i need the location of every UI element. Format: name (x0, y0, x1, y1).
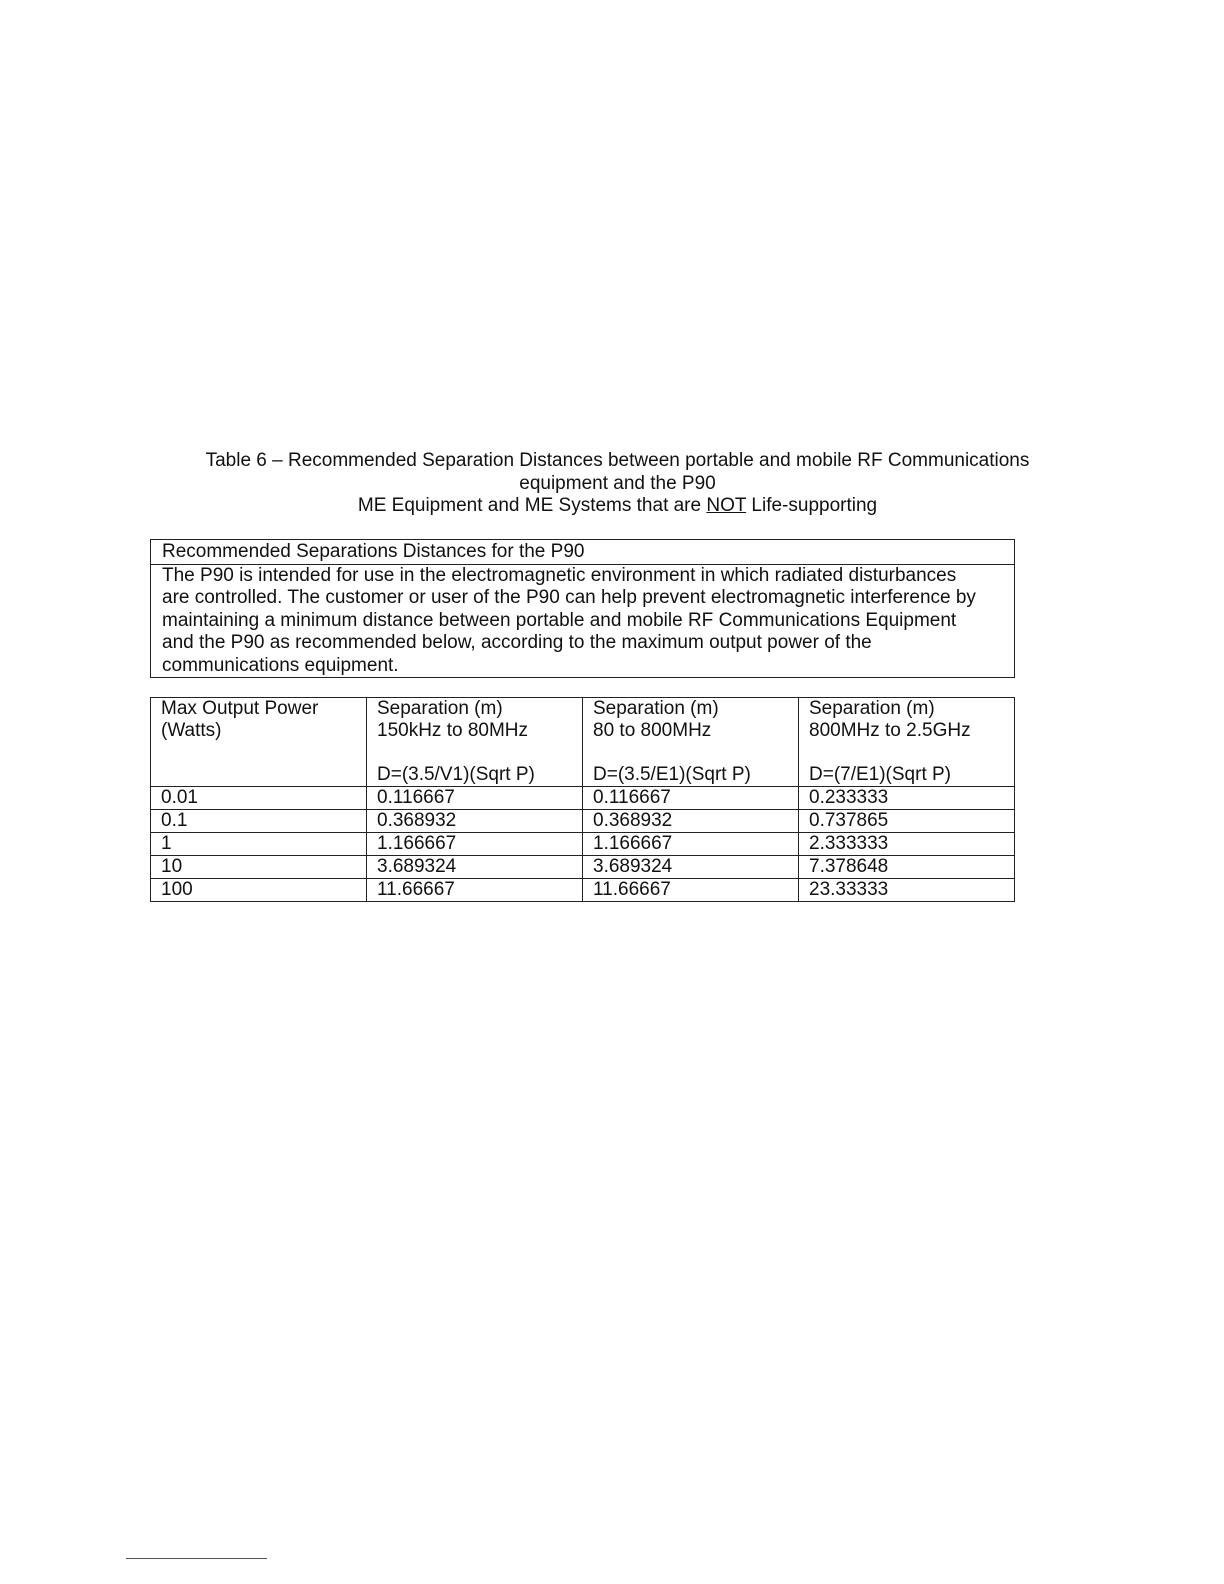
table-cell: 7.378648 (799, 856, 1015, 879)
table-cell: 0.01 (151, 787, 367, 810)
table-cell: 0.737865 (799, 810, 1015, 833)
table-cell: 1 (151, 833, 367, 856)
info-box-header: Recommended Separations Distances for the P90 (151, 540, 1014, 565)
table-cell: 3.689324 (367, 856, 583, 879)
table-cell: 100 (151, 879, 367, 902)
info-box-body (151, 565, 1014, 677)
table-cell: 3.689324 (583, 856, 799, 879)
caption-not-underlined: NOT (706, 495, 747, 516)
table-cell: 11.66667 (583, 879, 799, 902)
info-box (150, 539, 1015, 678)
info-line: communications equipment. (162, 654, 399, 676)
header-line-2: 800MHz to 2.5GHz (809, 720, 971, 741)
header-line-1: Separation (m) (809, 698, 935, 719)
table-row (151, 810, 1015, 833)
header-line-1: Max Output Power (161, 698, 319, 719)
table-cell: 11.66667 (367, 879, 583, 902)
footnote-divider (126, 1558, 267, 1559)
table-cell: 0.1 (151, 810, 367, 833)
caption-line-3-pre: ME Equipment and ME Systems that are (357, 495, 707, 516)
header-formula: D=(3.5/E1)(Sqrt P) (593, 764, 751, 785)
table-cell: 0.368932 (367, 810, 583, 833)
separation-table (150, 697, 1015, 902)
table-row (151, 856, 1015, 879)
table-cell: 0.116667 (367, 787, 583, 810)
header-line-1: Separation (m) (593, 698, 719, 719)
table-row (151, 833, 1015, 856)
info-line: and the P90 as recommended below, according to the maximum output power of the (162, 632, 872, 654)
header-cell-800mhz-2-5ghz (799, 698, 1015, 787)
table-cell: 1.166667 (367, 833, 583, 856)
table-cell: 1.166667 (583, 833, 799, 856)
table-cell: 2.333333 (799, 833, 1015, 856)
table-header-row (151, 698, 1015, 787)
table-row (151, 787, 1015, 810)
header-line-2: 150kHz to 80MHz (377, 720, 529, 741)
info-line: The P90 is intended for use in the electromagnetic environment in which radiated disturbances (162, 565, 957, 586)
header-cell-80-800mhz (583, 698, 799, 787)
table-cell: 0.116667 (583, 787, 799, 810)
header-cell-max-power (151, 698, 367, 787)
header-formula: D=(3.5/V1)(Sqrt P) (377, 764, 535, 785)
info-line: are controlled. The customer or user of the P90 can help prevent electromagnetic interference by (162, 587, 976, 609)
caption-line-2: equipment and the P90 (519, 472, 716, 494)
table-cell: 23.33333 (799, 879, 1015, 902)
caption-line-3 (150, 495, 1085, 518)
info-line: maintaining a minimum distance between portable and mobile RF Communications Equipment (162, 609, 957, 631)
header-line-1: Separation (m) (377, 698, 503, 719)
header-formula: D=(7/E1)(Sqrt P) (809, 764, 952, 785)
caption-line-3-post: Life-supporting (746, 495, 878, 516)
table-row (151, 879, 1015, 902)
caption-line-1: Table 6 – Recommended Separation Distances between portable and mobile RF Communications (205, 450, 1030, 471)
table-cell: 0.368932 (583, 810, 799, 833)
table-cell: 0.233333 (799, 787, 1015, 810)
header-cell-150khz-80mhz (367, 698, 583, 787)
header-line-2: (Watts) (161, 720, 222, 741)
table-caption (150, 450, 1085, 518)
header-line-2: 80 to 800MHz (593, 720, 712, 741)
table-cell: 10 (151, 856, 367, 879)
